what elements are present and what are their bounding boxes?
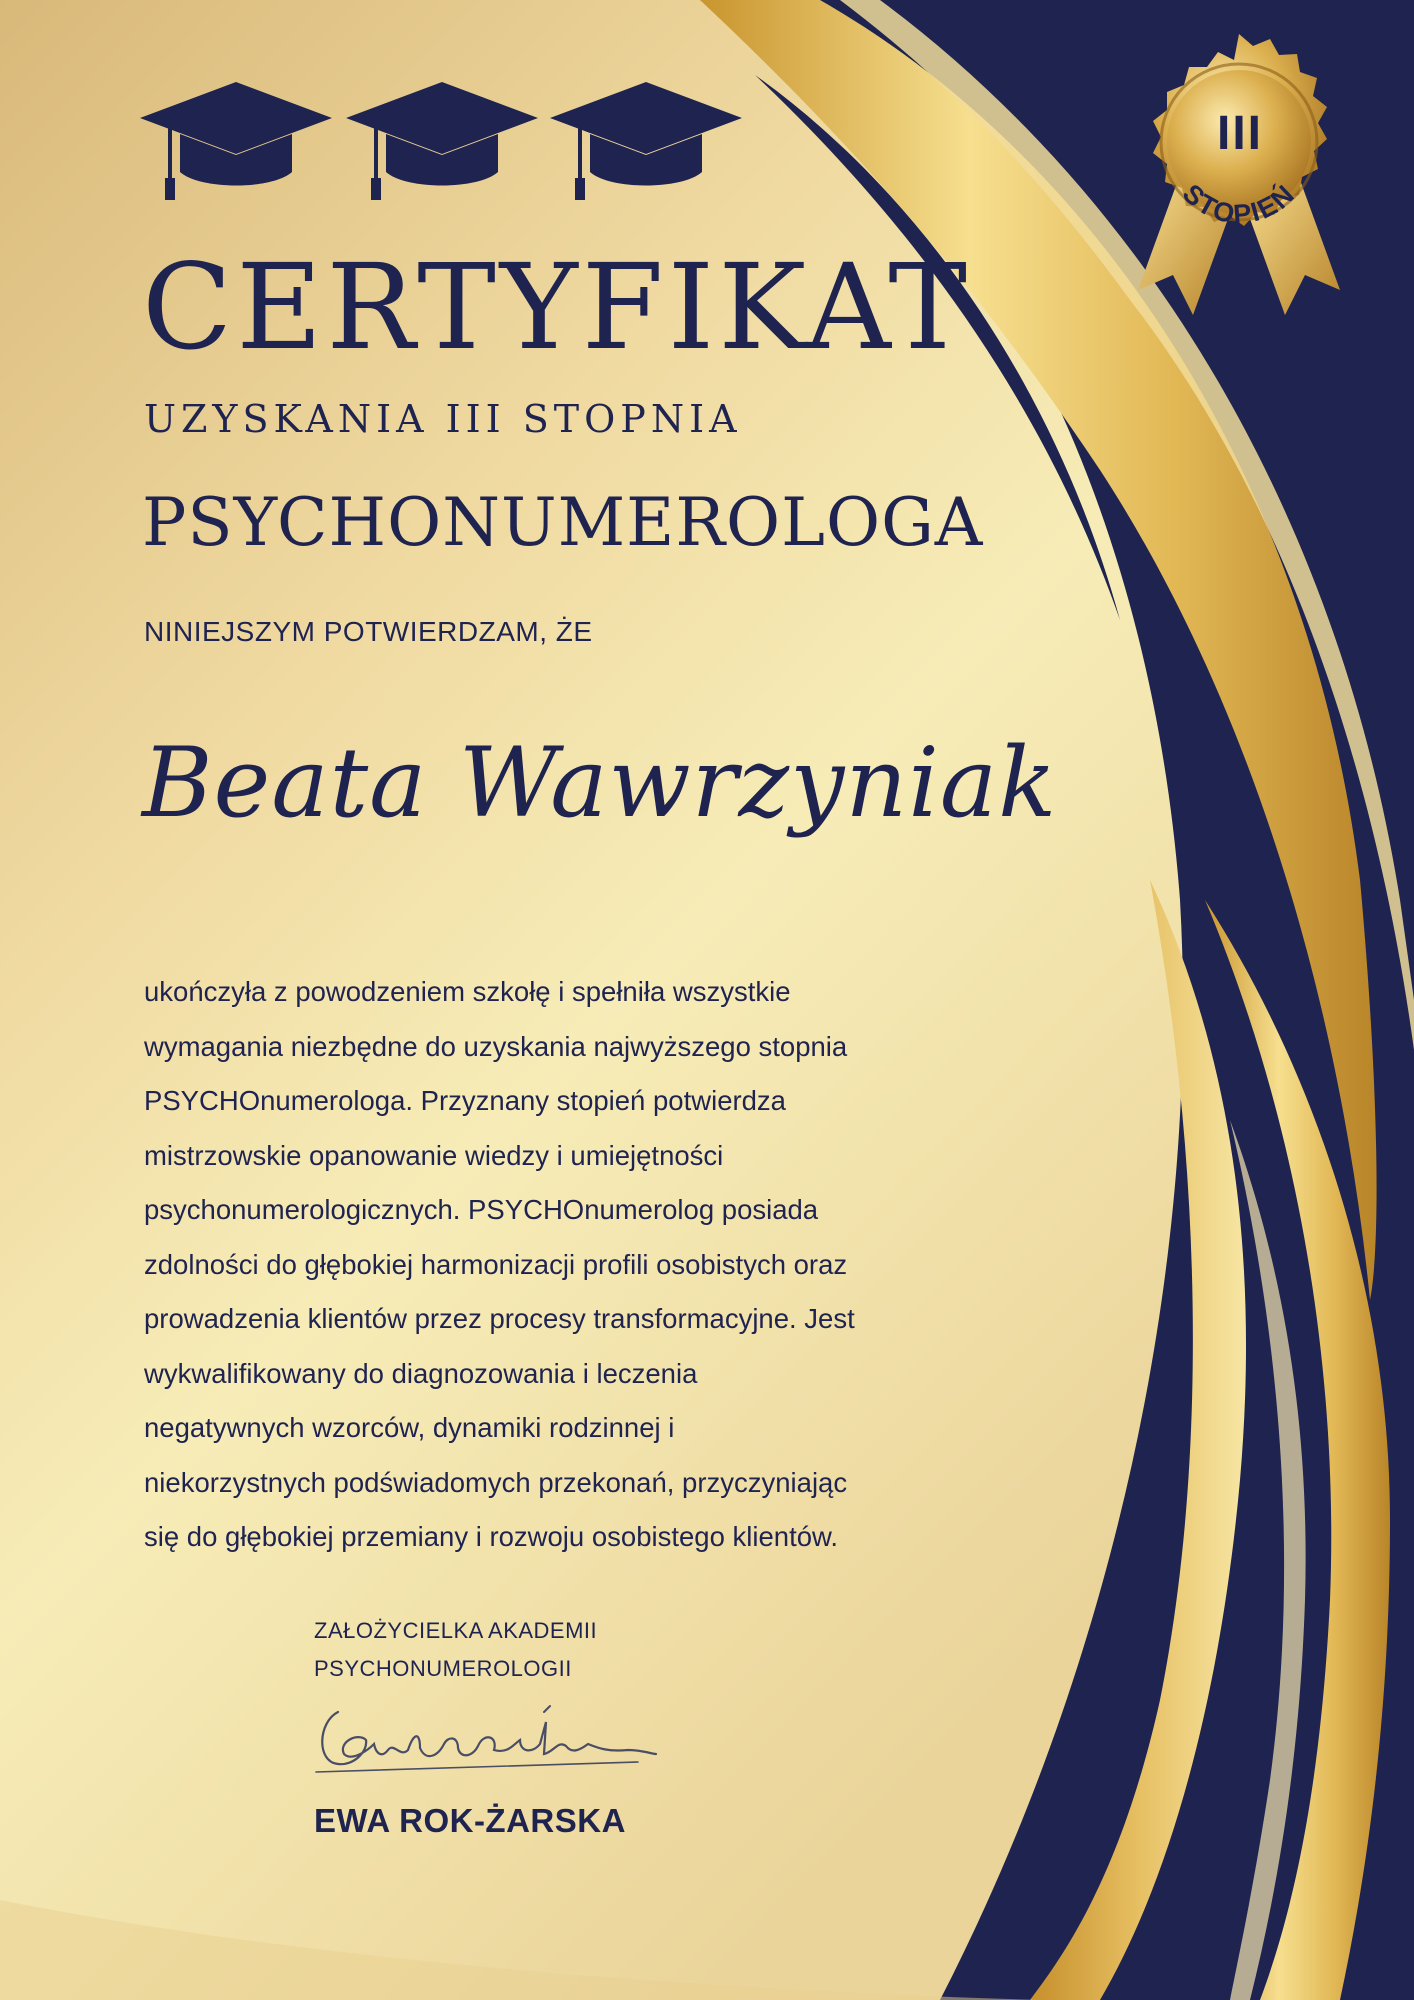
certificate-profession: PSYCHONUMEROLOGA: [142, 484, 984, 561]
recipient-name: Beata Wawrzyniak: [142, 727, 1058, 839]
graduation-cap-icon: [346, 82, 538, 202]
certificate-body: [144, 965, 1024, 1565]
body-line: prowadzenia klientów przez procesy transformacyjne. Jest: [144, 1303, 855, 1334]
certificate-title: CERTYFIKAT: [142, 238, 972, 376]
body-line: się do głębokiej przemiany i rozwoju osobistego klientów.: [144, 1521, 838, 1552]
body-line: psychonumerologicznych. PSYCHOnumerolog posiada: [144, 1194, 819, 1225]
svg-text:STOPIEŃ: STOPIEŃ: [1176, 178, 1302, 230]
body-line: wymagania niezbędne do uzyskania najwyższego stopnia: [144, 1030, 848, 1062]
graduation-cap-icon: [550, 82, 742, 202]
graduation-cap-icon: [140, 82, 332, 202]
founder-title-line-1: ZAŁOŻYCIELKA AKADEMII: [314, 1618, 598, 1643]
certificate-intro: NINIEJSZYM POTWIERDZAM, ŻE: [144, 616, 593, 647]
founder-title-line-2: PSYCHONUMEROLOGII: [314, 1656, 572, 1681]
body-line: negatywnych wzorców, dynamiki rodzinnej i: [144, 1412, 675, 1443]
signer-name: EWA ROK-ŻARSKA: [314, 1802, 626, 1839]
body-line: ukończyła z powodzeniem szkołę i spełniła wszystkie: [144, 976, 791, 1007]
certificate-subtitle: UZYSKANIA III STOPNIA: [144, 397, 742, 441]
seal-roman-numeral: III: [1216, 107, 1263, 160]
body-line: niekorzystnych podświadomych przekonań, przyczyniając: [144, 1466, 848, 1498]
body-line: mistrzowskie opanowanie wiedzy i umiejętności: [144, 1139, 724, 1171]
body-line: zdolności do głębokiej harmonizacji profili osobistych oraz: [144, 1248, 848, 1280]
seal-label: [1148, 90, 1330, 240]
body-line: wykwalifikowany do diagnozowania i leczenia: [144, 1357, 698, 1389]
body-line: PSYCHOnumerologa. Przyznany stopień potwierdza: [144, 1085, 786, 1116]
handwritten-signature: [308, 1692, 658, 1782]
